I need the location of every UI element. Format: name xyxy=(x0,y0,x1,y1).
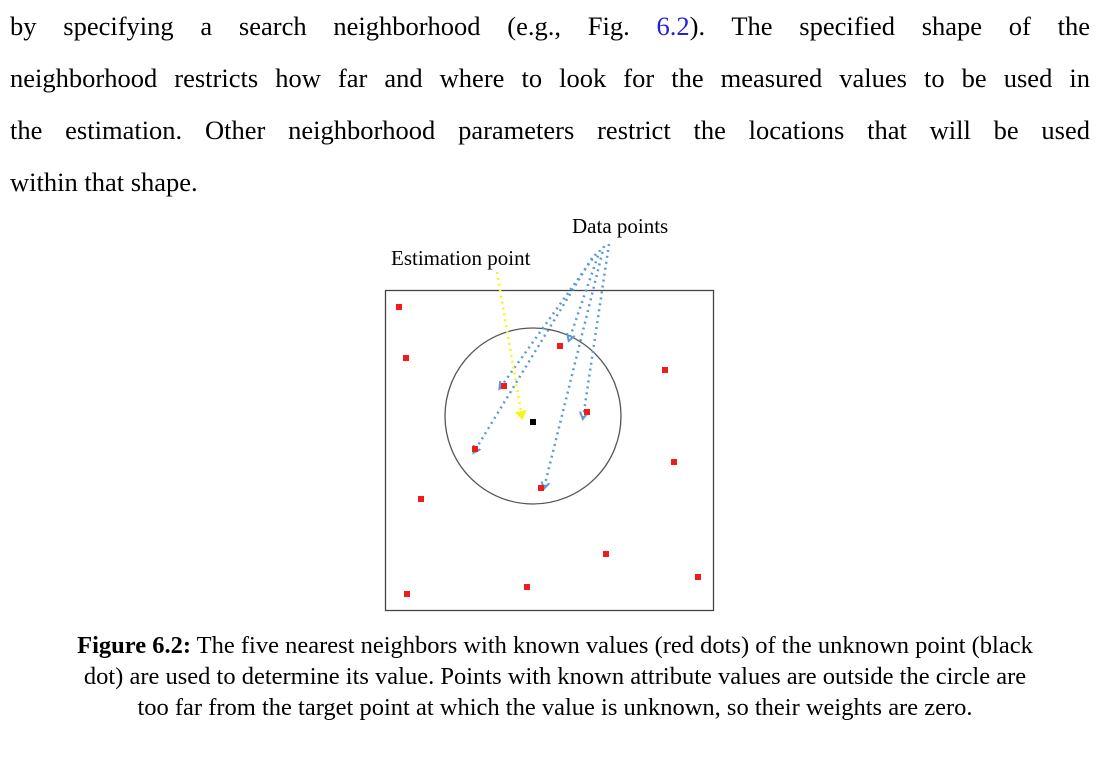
study-area-box xyxy=(386,291,714,611)
estimation-point-label: Estimation point xyxy=(391,246,531,270)
known-point xyxy=(662,367,668,373)
known-points xyxy=(396,304,701,597)
caption-line-3: too far from the target point at which the value is unknown, so their weights are zero. xyxy=(137,694,973,721)
known-point xyxy=(472,446,478,452)
data-points-label: Data points xyxy=(572,214,669,238)
unknown-point xyxy=(530,419,536,425)
paragraph-line-3: the estimation. Other neighborhood parameters restrict the locations that will be used xyxy=(10,115,1090,145)
data-arrow xyxy=(583,244,609,418)
known-point xyxy=(557,343,563,349)
paragraph-text: ). The specified shape of the xyxy=(689,11,1090,41)
figure-ref-link[interactable]: 6.2 xyxy=(656,11,690,41)
known-point xyxy=(403,355,409,361)
known-point xyxy=(603,551,609,557)
search-neighborhood-circle xyxy=(445,328,621,504)
data-point-arrows xyxy=(474,244,609,488)
paragraph-text: by specifying a search neighborhood (e.g., Fig. xyxy=(10,11,630,41)
figure-caption xyxy=(10,630,1100,723)
known-point xyxy=(404,591,410,597)
known-point xyxy=(501,383,507,389)
known-point xyxy=(671,459,677,465)
known-point xyxy=(538,485,544,491)
estimation-arrow xyxy=(497,272,522,418)
caption-line-2: dot) are used to determine its value. Points with known attribute values are outside the circle are xyxy=(83,663,1027,690)
paragraph-line-4: within that shape. xyxy=(10,167,198,197)
known-point xyxy=(524,584,530,590)
caption-line-1 xyxy=(10,630,1100,661)
known-point xyxy=(418,496,424,502)
known-point xyxy=(396,304,402,310)
data-arrow xyxy=(569,250,600,340)
paragraph-line-2: neighborhood restricts how far and where to look for the measured values to be used in xyxy=(10,63,1090,93)
known-point xyxy=(584,409,590,415)
data-arrow xyxy=(544,246,604,488)
caption-text: The five nearest neighbors with known values (red dots) of the unknown point (black xyxy=(196,632,1033,659)
known-point xyxy=(695,574,701,580)
caption-label: Figure 6.2: xyxy=(77,632,191,659)
